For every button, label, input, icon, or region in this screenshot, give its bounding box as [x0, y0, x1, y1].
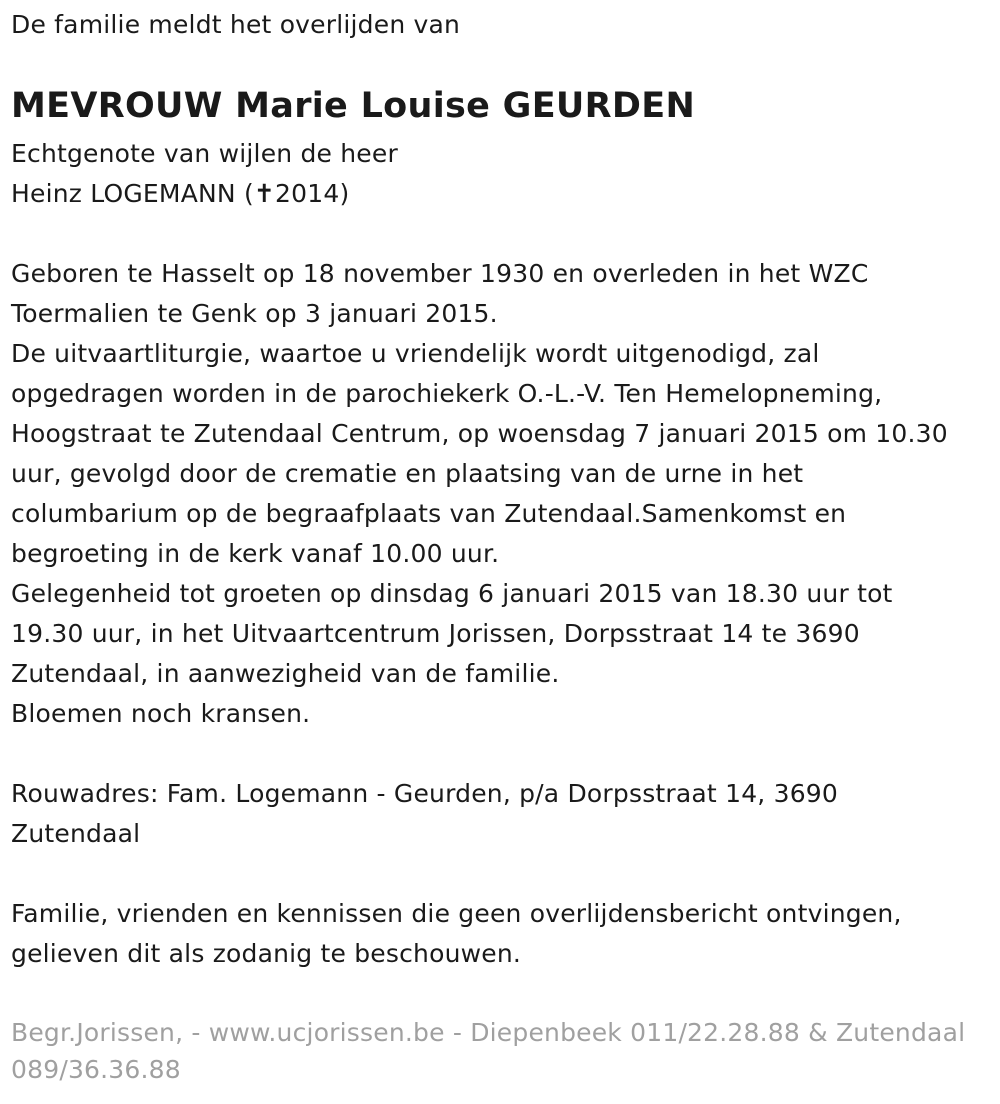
- body-line: Toermalien te Genk op 3 januari 2015.: [11, 299, 498, 328]
- body-line: Bloemen noch kransen.: [11, 699, 311, 728]
- announcement-body: [11, 254, 948, 734]
- spouse-block: [11, 134, 398, 214]
- funeral-home-footer: [11, 1014, 965, 1088]
- mourning-address: [11, 774, 838, 854]
- body-line: 19.30 uur, in het Uitvaartcentrum Jorissen, Dorpsstraat 14 te 3690: [11, 619, 860, 648]
- body-line: Gelegenheid tot groeten op dinsdag 6 januari 2015 van 18.30 uur tot: [11, 579, 893, 608]
- body-line: uur, gevolgd door de crematie en plaatsing van de urne in het: [11, 459, 804, 488]
- body-line: Zutendaal, in aanwezigheid van de familie.: [11, 659, 560, 688]
- footer-line: Begr.Jorissen, - www.ucjorissen.be - Diepenbeek 011/22.28.88 & Zutendaal: [11, 1018, 966, 1047]
- notice-line: gelieven dit als zodanig te beschouwen.: [11, 939, 522, 968]
- spouse-line: Heinz LOGEMANN (✝2014): [11, 179, 350, 208]
- address-line: Rouwadres: Fam. Logemann - Geurden, p/a Dorpsstraat 14, 3690: [11, 779, 839, 808]
- body-line: Geboren te Hasselt op 18 november 1930 en overleden in het WZC: [11, 259, 869, 288]
- body-line: begroeting in de kerk vanaf 10.00 uur.: [11, 539, 500, 568]
- address-line: Zutendaal: [11, 819, 141, 848]
- body-line: De uitvaartliturgie, waartoe u vriendelijk wordt uitgenodigd, zal: [11, 339, 820, 368]
- deceased-name: MEVROUW Marie Louise GEURDEN: [11, 86, 696, 126]
- body-line: columbarium op de begraafplaats van Zutendaal.Samenkomst en: [11, 499, 847, 528]
- body-line: opgedragen worden in de parochiekerk O.-L.-V. Ten Hemelopneming,: [11, 379, 883, 408]
- footer-line: 089/36.36.88: [11, 1055, 181, 1084]
- body-line: Hoogstraat te Zutendaal Centrum, op woensdag 7 januari 2015 om 10.30: [11, 419, 948, 448]
- intro-text: De familie meldt het overlijden van: [11, 10, 461, 39]
- intro-block: [11, 5, 460, 45]
- family-notice: [11, 894, 902, 974]
- spouse-line: Echtgenote van wijlen de heer: [11, 139, 398, 168]
- notice-line: Familie, vrienden en kennissen die geen overlijdensbericht ontvingen,: [11, 899, 902, 928]
